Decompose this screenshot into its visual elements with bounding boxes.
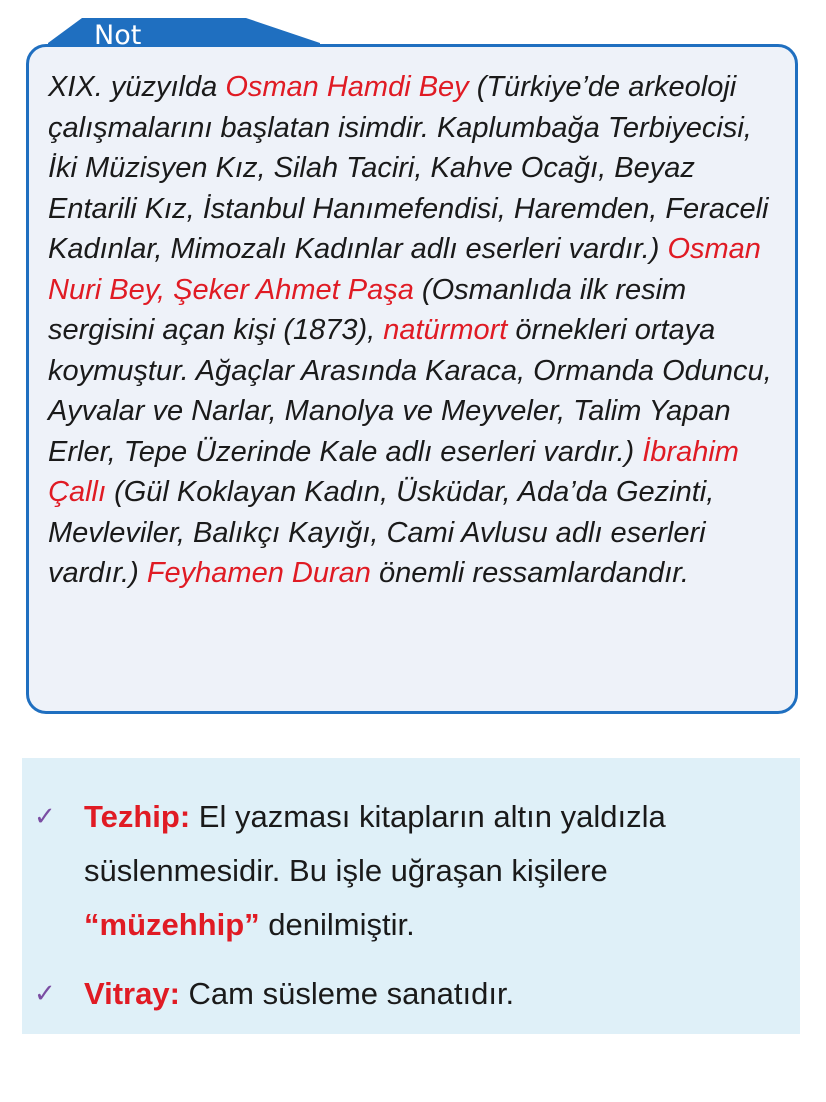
highlighted-name: Osman Hamdi Bey [225, 71, 469, 103]
definitions-box [22, 758, 800, 1034]
definition-body: Cam süsleme sanatıdır. [179, 976, 515, 1011]
note-segment: örnekleri ortaya koymuştur. Ağaçlar Arasında Karaca, Ormanda Oduncu, Ayvalar ve Narlar, Manolya ve Meyveler, Talim Yapan Erler, Tepe Üzerinde Kale adlı eserleri vardır.) [48, 314, 772, 468]
definition-text [84, 790, 784, 952]
definition-body: El yazması kitapların altın yaldızla süslenmesidir. Bu işle uğraşan kişilere [84, 799, 666, 888]
note-text [48, 67, 788, 594]
highlighted-name: Osman Nuri Bey, Şeker Ahmet Paşa [48, 233, 761, 306]
highlighted-name: İbrahim Çallı [48, 435, 739, 508]
note-segment: XIX. yüzyılda [48, 71, 226, 103]
quoted-term: “müzehhip” [84, 907, 260, 942]
note-segment: (Osmanlıda ilk resim sergisini açan kişi (1873), [48, 273, 687, 346]
definition-body-end: denilmiştir. [259, 907, 415, 942]
checkmark-icon: ✓ [34, 979, 56, 1009]
note-title: Not [94, 20, 142, 51]
note-segment: (Türkiye’de arkeoloji çalışmalarını başlatan isimdir. Kaplumbağa Terbiyecisi, İki Müzisyen Kız, Silah Taciri, Kahve Ocağı, Beyaz Entarili Kız, İstanbul Hanımefendisi, Haremden, Feraceli Kadınlar, Mimozalı Kadınlar adlı eserleri vardır.) [48, 71, 769, 265]
highlighted-name: natürmort [383, 314, 508, 346]
checkmark-icon: ✓ [34, 802, 56, 832]
highlighted-name: Feyhamen Duran [146, 557, 371, 589]
note-tab [48, 16, 320, 56]
term-label: Vitray: [84, 976, 180, 1011]
term-label: Tezhip: [84, 799, 191, 834]
note-segment: (Gül Koklayan Kadın, Üsküdar, Ada’da Gezinti, Mevleviler, Balıkçı Kayığı, Cami Avlusu adlı eserleri vardır.) [48, 476, 715, 589]
definition-text [84, 967, 784, 1021]
note-segment: önemli ressamlardandır. [370, 557, 689, 589]
